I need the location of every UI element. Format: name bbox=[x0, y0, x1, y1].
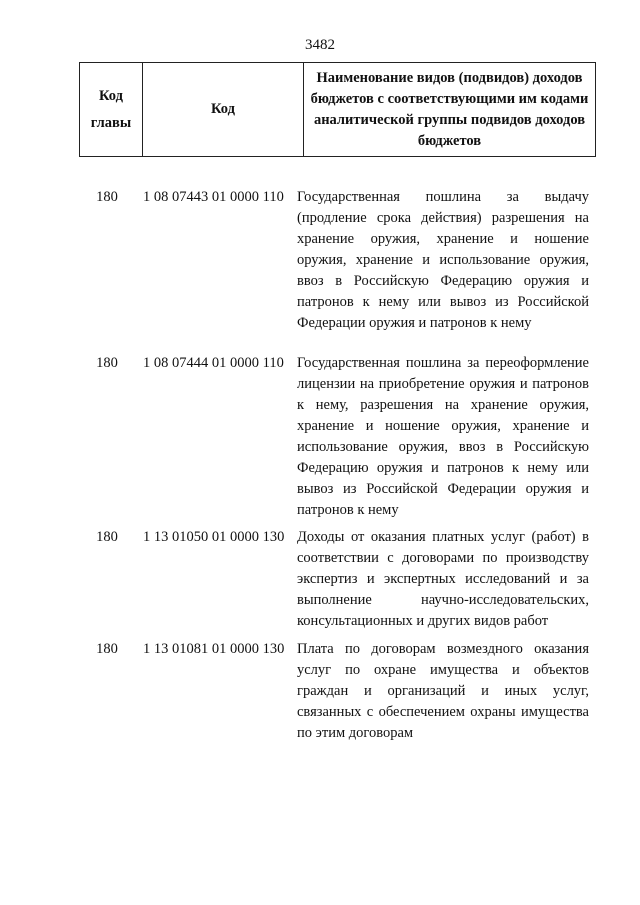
table-row bbox=[79, 639, 596, 744]
header-code: Код bbox=[143, 63, 304, 157]
table-body bbox=[79, 187, 596, 744]
revenue-code: 1 08 07444 01 0000 110 bbox=[143, 355, 284, 371]
revenue-code: 1 08 07443 01 0000 110 bbox=[143, 189, 284, 205]
revenue-name: Плата по договорам возмездного оказания услуг по охране имущества и объектов граждан и организаций и иных услуг, связанных с обеспечением охраны имущества по этим договорам bbox=[297, 641, 589, 741]
chapter-code: 180 bbox=[96, 529, 118, 545]
chapter-code: 180 bbox=[96, 641, 118, 657]
page-number: 3482 bbox=[305, 37, 335, 53]
chapter-code: 180 bbox=[96, 189, 118, 205]
table-row bbox=[79, 187, 596, 353]
table-row bbox=[79, 527, 596, 639]
chapter-code: 180 bbox=[96, 355, 118, 371]
revenue-code: 1 13 01050 01 0000 130 bbox=[143, 529, 285, 545]
revenue-name: Государственная пошлина за выдачу (продление срока действия) разрешения на хранение оружия, хранение и ношение оружия, хранение и использование оружия, ввоз в Российскую Федерацию оружия и патронов к нему или вывоз из Российской Федерации оружия и патронов к нему bbox=[297, 189, 589, 331]
table-header bbox=[79, 62, 596, 157]
revenue-name: Доходы от оказания платных услуг (работ) в соответствии с договорами по производству экспертиз и экспертных исследований и за выполнение научно-исследовательских, консультационных и других видов работ bbox=[297, 529, 589, 629]
header-chapter-code: Код главы bbox=[80, 63, 143, 157]
revenue-code: 1 13 01081 01 0000 130 bbox=[143, 641, 285, 657]
table-row bbox=[79, 353, 596, 527]
revenue-name: Государственная пошлина за переоформление лицензии на приобретение оружия и патронов к нему, разрешения на хранение оружия, хранение и ношение оружия, хранение и использование оружия, ввоз в Российскую Федерацию оружия и патронов к нему или вывоз из Российской Федерации оружия и патронов к нему bbox=[297, 355, 589, 518]
header-revenue-name: Наименование видов (подвидов) доходов бюджетов с соответствующими им кодами аналитической группы подвидов доходов бюджетов bbox=[304, 63, 596, 157]
